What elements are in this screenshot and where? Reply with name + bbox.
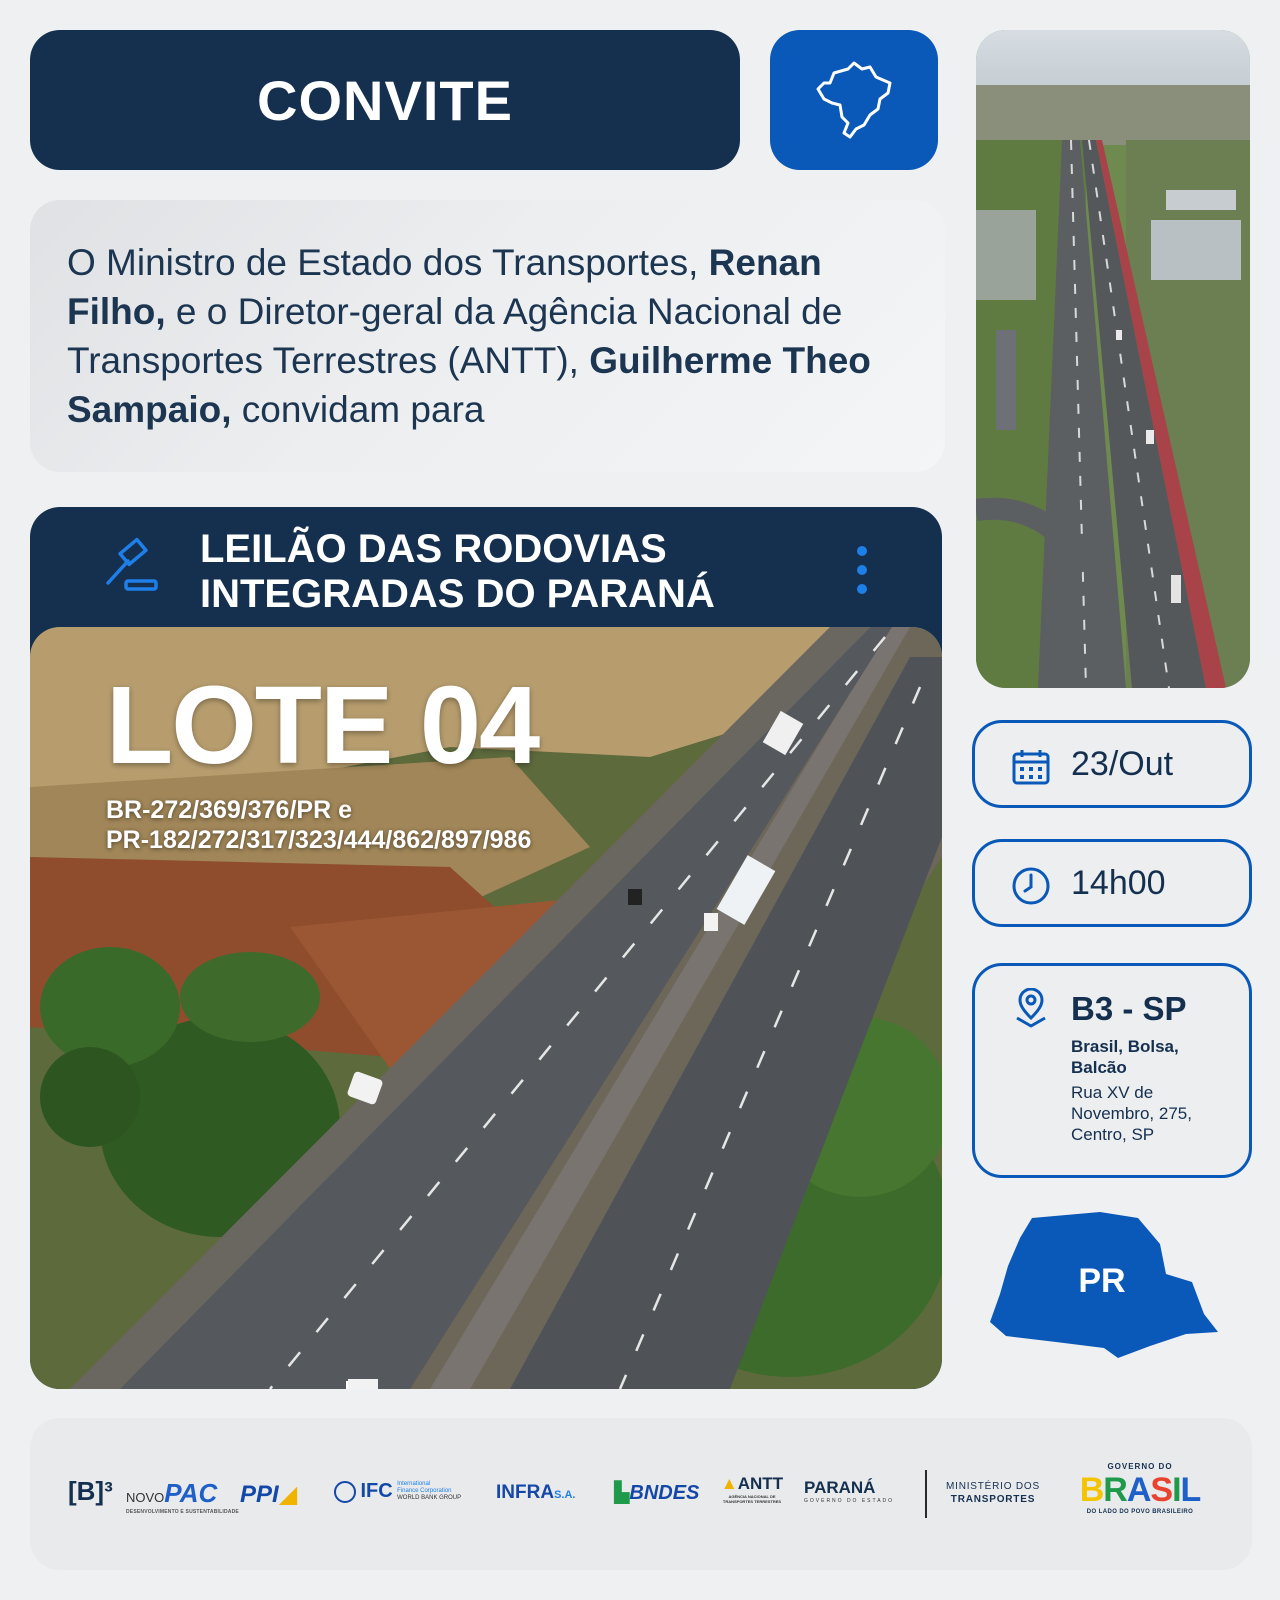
- brazil-map-icon: [814, 59, 894, 141]
- governo-do-text: GOVERNO DO: [1107, 1462, 1173, 1471]
- intro-part-2: e o Diretor-geral da Agência Nacional de Transportes Terrestres (ANTT),: [67, 291, 843, 381]
- governo-brasil-logo: [1070, 1462, 1210, 1515]
- parana-subtitle: GOVERNO DO ESTADO: [804, 1498, 895, 1504]
- routes-line1: BR-272/369/376/PR e: [106, 796, 352, 824]
- minister-name: Renan Filho,: [67, 242, 822, 332]
- ppi-logo: PPI◢: [240, 1481, 298, 1508]
- page-title: CONVITE: [257, 68, 513, 132]
- parana-text: PARANÁ: [804, 1478, 876, 1497]
- parana-state-map: [990, 1210, 1230, 1364]
- ifc-sub3: WORLD BANK GROUP: [397, 1495, 462, 1501]
- time-pill: [972, 839, 1252, 927]
- date-pill: [972, 720, 1252, 808]
- state-code: PR: [1078, 1262, 1126, 1300]
- brazil-map-tile: [770, 30, 938, 170]
- location-pin-icon: [1011, 988, 1051, 1028]
- ministerio-transportes-logo: [946, 1480, 1040, 1506]
- ministerio-line1: MINISTÉRIO DOS: [946, 1481, 1040, 1492]
- invite-banner: [30, 30, 740, 170]
- event-place: B3 - SP: [1071, 990, 1187, 1027]
- auction-card: [30, 507, 942, 1389]
- intro-text: [67, 238, 911, 434]
- venue-address: Rua XV de Novembro, 275, Centro, SP: [1071, 1083, 1192, 1144]
- lot-number: LOTE 04: [106, 664, 539, 787]
- auction-title: [200, 527, 715, 617]
- infra-text: INFRA: [496, 1482, 555, 1503]
- footer-divider: [925, 1470, 927, 1518]
- b3-logo: [B]³: [68, 1476, 113, 1506]
- novo-pac-logo: [126, 1478, 239, 1515]
- ministerio-line2: TRANSPORTES: [950, 1494, 1036, 1505]
- infra-logo: [496, 1482, 575, 1504]
- director-name: Guilherme Theo Sampaio,: [67, 340, 871, 430]
- venue-name: Brasil, Bolsa, Balcão: [1071, 1037, 1179, 1077]
- ifc-sub1: International: [397, 1481, 431, 1487]
- bndes-logo: ▙BNDES: [614, 1482, 700, 1504]
- globe-icon: [334, 1481, 356, 1503]
- event-time: 14h00: [1071, 864, 1166, 902]
- highway-aerial-illustration: [976, 30, 1250, 688]
- pac-text: PAC: [164, 1478, 218, 1508]
- calendar-icon: [1011, 749, 1051, 785]
- auction-title-line2: INTEGRADAS DO PARANÁ: [200, 572, 715, 616]
- bndes-text: BNDES: [629, 1482, 700, 1504]
- parana-logo: [804, 1478, 894, 1504]
- routes-line2: PR-182/272/317/323/444/862/897/986: [106, 826, 532, 854]
- auction-title-line1: LEILÃO DAS RODOVIAS: [200, 527, 667, 571]
- location-pill: [972, 963, 1252, 1178]
- antt-subtitle: AGÊNCIA NACIONAL DE TRANSPORTES TERRESTRES: [722, 1494, 782, 1504]
- ifc-sub2: Finance Corporation: [397, 1488, 452, 1494]
- brasil-wordmark: BRASIL: [1079, 1471, 1201, 1509]
- intro-part-3: convidam para: [231, 389, 485, 430]
- clock-icon: [1011, 866, 1051, 906]
- intro-part-1: O Ministro de Estado dos Transportes,: [67, 242, 709, 283]
- gavel-icon: [102, 535, 162, 595]
- intro-card: [30, 200, 945, 472]
- pac-subtitle: DESENVOLVIMENTO E SUSTENTABILIDADE: [126, 1509, 239, 1515]
- ifc-logo: [334, 1480, 461, 1503]
- governo-tagline: DO LADO DO POVO BRASILEIRO: [1086, 1509, 1194, 1515]
- ppi-text: PPI: [240, 1481, 279, 1508]
- ifc-text: IFC: [360, 1480, 393, 1502]
- infra-sa-text: S.A.: [554, 1489, 576, 1501]
- antt-text: ANTT: [737, 1474, 784, 1493]
- more-options-icon: [856, 545, 868, 595]
- novo-text: NOVO: [126, 1490, 165, 1505]
- highway-aerial-photo: [976, 30, 1250, 688]
- event-date: 23/Out: [1071, 745, 1174, 783]
- antt-logo: ▲ANTT AGÊNCIA NACIONAL DE TRANSPORTES TERRESTRES: [720, 1474, 784, 1504]
- road-aerial-photo: [30, 627, 942, 1389]
- partners-footer: [30, 1418, 1252, 1570]
- lot-routes: [106, 795, 531, 855]
